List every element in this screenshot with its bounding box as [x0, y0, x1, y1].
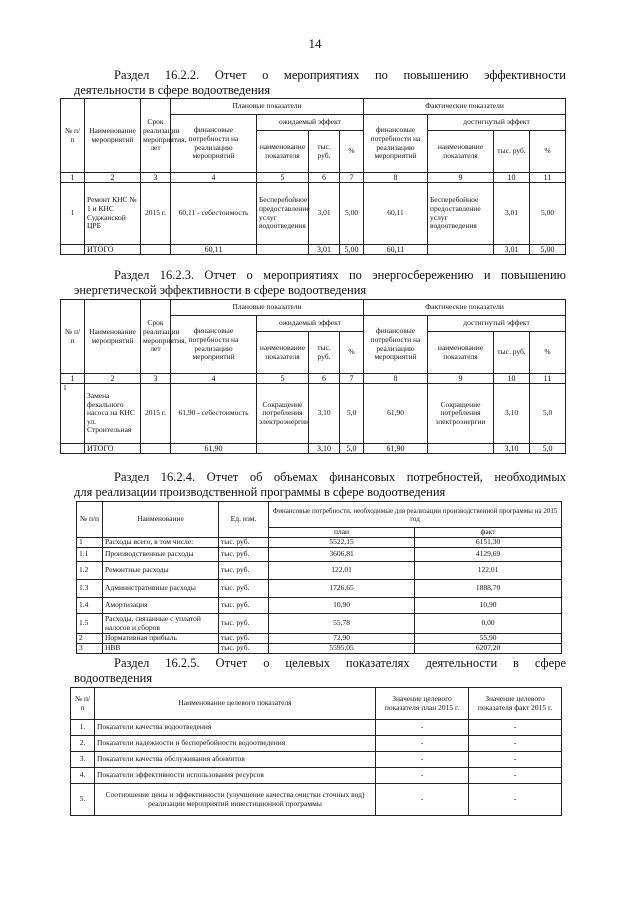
total-fin-plan: 60,11	[171, 245, 257, 255]
cell-term: 2015 г.	[141, 384, 171, 444]
cell-name: Расходы всего, в том числе:	[103, 538, 219, 548]
cell-indicator-plan: Сокращение потребления электроэнергии	[257, 384, 309, 444]
cell-fact: 0,00	[415, 614, 562, 634]
page-number: 14	[308, 36, 322, 51]
cell-value-fact: 3,10	[494, 384, 530, 444]
col-header-fact: факт	[415, 528, 562, 538]
table-row	[77, 644, 562, 654]
section-title-line: водоотведения	[74, 671, 153, 685]
total-value-plan: 3,10	[309, 444, 340, 454]
section-title-line: для реализации производственной программы в сфере водоотведения	[74, 485, 446, 499]
col-header-term: Срок реализации мероприятия, лет	[141, 300, 171, 374]
table-row	[77, 580, 562, 598]
cell-no: 1	[61, 384, 85, 444]
col-header-indicator: наименование показателя	[428, 332, 494, 374]
cell-fact: 122,01	[415, 562, 562, 580]
cell-plan: -	[376, 784, 469, 816]
cell-name: Нормативная прибыль	[103, 634, 219, 644]
col-header-expected: ожидаемый эффект	[257, 115, 364, 131]
section-title-line: Раздел 16.2.5. Отчет о целевых показателях деятельности в сфере	[114, 656, 566, 670]
column-number: 2	[85, 173, 141, 183]
total-value-fact: 3,01	[494, 245, 530, 255]
cell-name: Административные расходы	[103, 580, 219, 598]
cell-unit: тыс. руб.	[219, 538, 269, 548]
cell-name: Ремонтные расходы	[103, 562, 219, 580]
cell-plan: 5522,15	[269, 538, 415, 548]
cell-no: 1.5	[77, 614, 103, 634]
cell-no: 1.1	[77, 548, 103, 562]
cell-unit: тыс. руб.	[219, 562, 269, 580]
cell-indicator-plan: Бесперебойное предоставление услуг водоотведения	[257, 183, 309, 245]
cell-plan: -	[376, 736, 469, 752]
cell-fact: 6151,30	[415, 538, 562, 548]
column-number: 4	[171, 173, 257, 183]
col-header-fact: Фактические показатели	[364, 99, 566, 115]
cell-no: 1.2	[77, 562, 103, 580]
col-header-plan: Значение целевого показателя план 2015 г.	[376, 688, 469, 720]
cell-pct-plan: 5,0	[340, 384, 364, 444]
col-header-no: № п/п	[71, 688, 95, 720]
cell-plan: -	[376, 720, 469, 736]
column-number: 2	[85, 374, 141, 384]
cell-unit: тыс. руб.	[219, 644, 269, 654]
cell-plan: 72,90	[269, 634, 415, 644]
column-number: 11	[530, 173, 566, 183]
cell-fin-plan: 60,11 - себестоимость	[171, 183, 257, 245]
col-header-plan: Плановые показатели	[171, 99, 364, 115]
col-header-plan: Плановые показатели	[171, 300, 364, 316]
cell-name: Показатели эффективности использования ресурсов	[95, 768, 376, 784]
column-number: 6	[309, 173, 340, 183]
cell-no: 1.	[71, 720, 95, 736]
section-16-2-2-title	[74, 68, 566, 98]
col-header-thous: тыс. руб.	[494, 131, 530, 173]
cell-unit: тыс. руб.	[219, 548, 269, 562]
table-row	[61, 183, 566, 245]
cell-name: Показатели качества обслуживания абонентов	[95, 752, 376, 768]
total-row	[61, 444, 566, 454]
table-row	[77, 598, 562, 614]
col-header-thous: тыс. руб.	[309, 332, 340, 374]
cell-name: Замена фекального насоса на КНС ул. Строительная	[85, 384, 141, 444]
col-header-term: Срок реализации мероприятия, лет	[141, 99, 171, 173]
column-number: 9	[428, 374, 494, 384]
total-label: ИТОГО	[85, 245, 141, 255]
total-pct-plan: 5,00	[340, 245, 364, 255]
cell-name: Соотношение цены и эффективности (улучшение качества очистки сточных вод) реализации мероприятий инвестиционной программы	[95, 784, 376, 816]
table-row	[71, 720, 562, 736]
cell-empty	[141, 245, 171, 255]
column-number: 5	[257, 173, 309, 183]
cell-fact: -	[469, 768, 562, 784]
col-header-fact: Фактические показатели	[364, 300, 566, 316]
section-16-2-3-title	[74, 268, 566, 298]
col-header-pct: %	[340, 131, 364, 173]
column-number: 7	[340, 374, 364, 384]
col-header-name: Наименование целевого показателя	[95, 688, 376, 720]
cell-fact: 1888,70	[415, 580, 562, 598]
col-header-name: Наименование	[103, 502, 219, 538]
total-value-plan: 3,01	[309, 245, 340, 255]
column-number: 3	[141, 374, 171, 384]
cell-indicator-fact: Бесперебойное предоставление услуг водоотведения	[428, 183, 494, 245]
table-16-2-3	[60, 299, 566, 454]
cell-plan: 5595,05	[269, 644, 415, 654]
cell-plan: 1726,65	[269, 580, 415, 598]
col-header-fin-fact: финансовые потребности на реализацию мероприятий	[364, 316, 428, 374]
table-row	[71, 752, 562, 768]
column-number: 8	[364, 173, 428, 183]
cell-pct-plan: 5,00	[340, 183, 364, 245]
cell-empty	[257, 245, 309, 255]
table-row	[71, 784, 562, 816]
cell-no: 1.4	[77, 598, 103, 614]
table-row	[77, 634, 562, 644]
total-pct-fact: 5,0	[530, 444, 566, 454]
total-fin-fact: 61,90	[364, 444, 428, 454]
total-row	[61, 245, 566, 255]
column-number: 10	[494, 173, 530, 183]
table-16-2-5	[70, 687, 562, 816]
cell-name: Показатели надежности и бесперебойности водоотведения	[95, 736, 376, 752]
cell-name: Ремонт КНС № 1 и КНС Суджанской ЦРБ	[85, 183, 141, 245]
section-16-2-4-title	[74, 470, 566, 500]
cell-fact: 10,90	[415, 598, 562, 614]
table-row	[77, 548, 562, 562]
cell-fact: -	[469, 736, 562, 752]
cell-fact: -	[469, 752, 562, 768]
col-header-name: Наименование мероприятий	[85, 99, 141, 173]
total-pct-fact: 5,00	[530, 245, 566, 255]
col-header-pct: %	[530, 131, 566, 173]
cell-fin-plan: 61,90 - себестоимость	[171, 384, 257, 444]
cell-unit: тыс. руб.	[219, 614, 269, 634]
cell-no: 1	[61, 183, 85, 245]
total-fin-plan: 61,90	[171, 444, 257, 454]
cell-plan: -	[376, 768, 469, 784]
col-header-thous: тыс. руб.	[494, 332, 530, 374]
cell-unit: тыс. руб.	[219, 598, 269, 614]
cell-fin-fact: 60,11	[364, 183, 428, 245]
cell-indicator-fact: Сокращение потребления электроэнергии	[428, 384, 494, 444]
cell-no: 4.	[71, 768, 95, 784]
table-16-2-4	[76, 501, 562, 654]
col-header-no: № п/п	[61, 99, 85, 173]
col-header-name: Наименование мероприятий	[85, 300, 141, 374]
cell-fact: -	[469, 784, 562, 816]
cell-name: Показатели качества водоотведения	[95, 720, 376, 736]
column-number: 1	[61, 173, 85, 183]
column-number: 11	[530, 374, 566, 384]
cell-name: Амортизация	[103, 598, 219, 614]
col-header-fin-fact: финансовые потребности на реализацию мероприятий	[364, 115, 428, 173]
column-number: 5	[257, 374, 309, 384]
cell-no: 2.	[71, 736, 95, 752]
cell-name: НВВ	[103, 644, 219, 654]
col-header-indicator: наименование показателя	[257, 332, 309, 374]
col-header-expected: ожидаемый эффект	[257, 316, 364, 332]
cell-value-plan: 3,01	[309, 183, 340, 245]
cell-plan: 55,78	[269, 614, 415, 634]
cell-plan: 10,90	[269, 598, 415, 614]
col-header-pct: %	[530, 332, 566, 374]
cell-empty	[61, 245, 85, 255]
column-number: 3	[141, 173, 171, 183]
col-header-indicator: наименование показателя	[257, 131, 309, 173]
col-header-achieved: достигнутый эффект	[428, 316, 566, 332]
cell-unit: тыс. руб.	[219, 580, 269, 598]
cell-pct-fact: 5,0	[530, 384, 566, 444]
cell-no: 3	[77, 644, 103, 654]
total-label: ИТОГО	[85, 444, 141, 454]
cell-no: 5.	[71, 784, 95, 816]
cell-value-fact: 3,01	[494, 183, 530, 245]
cell-fact: 55,90	[415, 634, 562, 644]
cell-no: 1	[77, 538, 103, 548]
section-16-2-5-title	[74, 656, 566, 686]
total-pct-plan: 5,0	[340, 444, 364, 454]
column-number: 1	[61, 374, 85, 384]
cell-fact: -	[469, 720, 562, 736]
column-number: 6	[309, 374, 340, 384]
col-header-fin-needs: Финансовые потребности, необходимые для реализации производственной программы на 2015 год	[269, 502, 562, 528]
column-number: 9	[428, 173, 494, 183]
column-numbers-row	[61, 374, 566, 384]
col-header-thous: тыс. руб.	[309, 131, 340, 173]
cell-no: 3.	[71, 752, 95, 768]
col-header-fin-plan: финансовые потребности на реализацию мероприятий	[171, 115, 257, 173]
cell-plan: -	[376, 752, 469, 768]
table-row	[61, 384, 566, 444]
col-header-fact: Значение целевого показателя факт 2015 г.	[469, 688, 562, 720]
cell-empty	[257, 444, 309, 454]
column-number: 7	[340, 173, 364, 183]
table-row	[77, 538, 562, 548]
col-header-indicator: наименование показателя	[428, 131, 494, 173]
table-16-2-2	[60, 98, 566, 255]
col-header-plan: план	[269, 528, 415, 538]
column-numbers-row	[61, 173, 566, 183]
cell-term: 2015 г.	[141, 183, 171, 245]
cell-plan: 122,01	[269, 562, 415, 580]
col-header-no: № п/п	[61, 300, 85, 374]
col-header-unit: Ед. изм.	[219, 502, 269, 538]
cell-no: 1.3	[77, 580, 103, 598]
table-row	[71, 768, 562, 784]
table-row	[71, 736, 562, 752]
cell-fin-fact: 61,90	[364, 384, 428, 444]
column-number: 8	[364, 374, 428, 384]
cell-no: 2	[77, 634, 103, 644]
cell-empty	[141, 444, 171, 454]
cell-unit: тыс. руб.	[219, 634, 269, 644]
cell-empty	[428, 444, 494, 454]
section-title-line: деятельности в сфере водоотведения	[74, 83, 271, 97]
column-number: 10	[494, 374, 530, 384]
cell-name: Производственные расходы	[103, 548, 219, 562]
col-header-no: № п/п	[77, 502, 103, 538]
section-title-line: Раздел 16.2.2. Отчет о мероприятиях по повышению эффективности	[114, 68, 566, 82]
cell-empty	[61, 444, 85, 454]
total-fin-fact: 60,11	[364, 245, 428, 255]
col-header-achieved: достигнутый эффект	[428, 115, 566, 131]
cell-plan: 3606,81	[269, 548, 415, 562]
cell-name: Расходы, связанные с уплатой налогов и сборов	[103, 614, 219, 634]
column-number: 4	[171, 374, 257, 384]
section-title-line: Раздел 16.2.4. Отчет об объемах финансовых потребностей, необходимых	[114, 470, 566, 484]
cell-pct-fact: 5,00	[530, 183, 566, 245]
col-header-fin-plan: финансовые потребности на реализацию мероприятий	[171, 316, 257, 374]
cell-fact: 6207,20	[415, 644, 562, 654]
section-title-line: энергетической эффективности в сфере водоотведения	[74, 283, 367, 297]
cell-fact: 4129,69	[415, 548, 562, 562]
section-title-line: Раздел 16.2.3. Отчет о мероприятиях по энергосбережению и повышению	[114, 268, 566, 282]
col-header-pct: %	[340, 332, 364, 374]
total-value-fact: 3,10	[494, 444, 530, 454]
cell-empty	[428, 245, 494, 255]
cell-value-plan: 3,10	[309, 384, 340, 444]
table-row	[77, 614, 562, 634]
table-row	[77, 562, 562, 580]
